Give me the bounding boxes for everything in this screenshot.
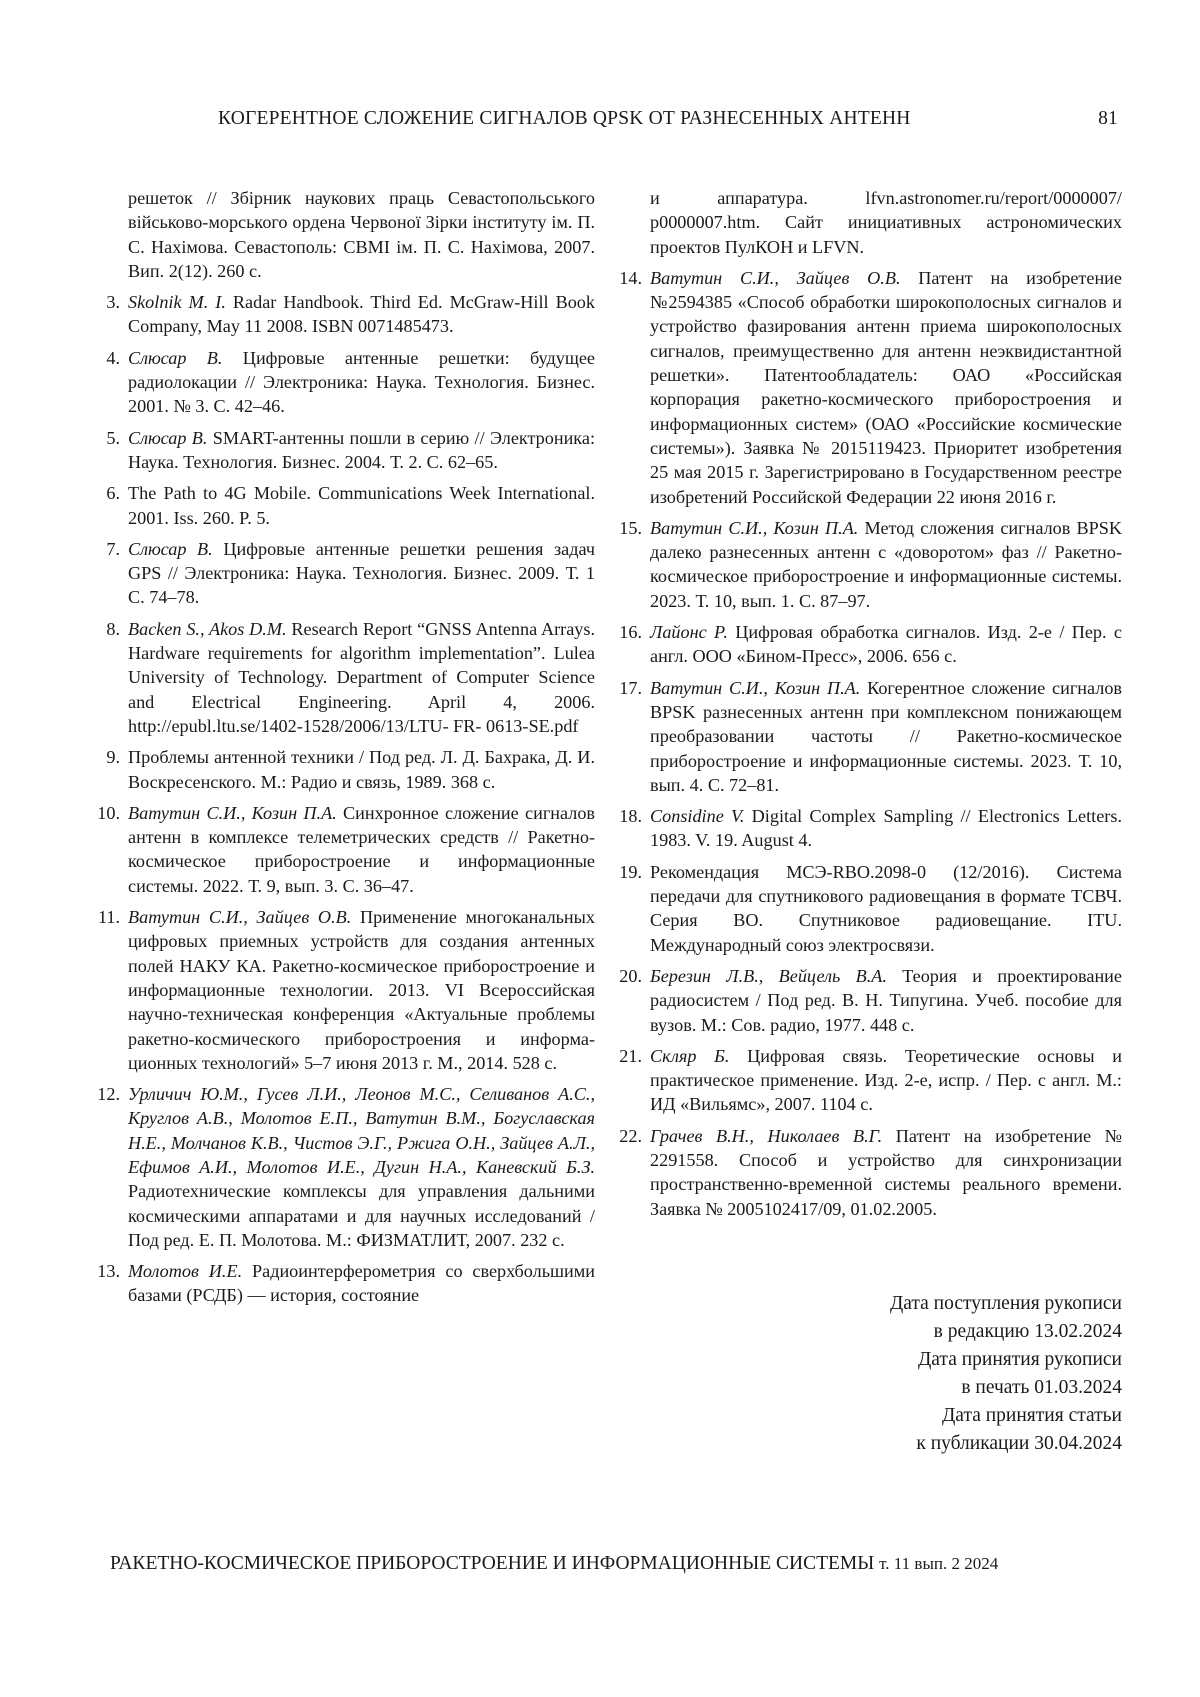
reference-authors: Skolnik M. I. (128, 292, 226, 313)
reference-text: Digital Complex Sampling // Electronics Letters. 1983. V. 19. August 4. (650, 806, 1122, 851)
page-number: 81 (1098, 108, 1118, 129)
reference-number: 15. (619, 517, 642, 538)
right-column (612, 186, 1122, 1228)
left-reference-list (90, 290, 595, 1308)
reference-text: Применение многоканальных цифровых приемных устройств для создания антенных полей НАКУ КА. Ракетно-космическое приборостроение и информационные технологии. 2013. VI Всероссийская научно-техническая конференция «Актуальные проблемы ракетно-космического приборостроения и информационных технологий» 5–7 июня 2013 г. М., 2014. 528 с. (128, 907, 595, 1073)
reference-item (90, 426, 595, 475)
reference-item (90, 346, 595, 419)
reference-text: Метод сложения сигналов BPSK далеко разнесенных антенн с «доворотом» фаз // Ракетно-космическое приборостроение и информационные системы. 2023. Т. 10, вып. 1. С. 87–97. (650, 517, 1122, 611)
reference-item (612, 266, 1122, 509)
date-accepted-value: в печать 01.03.2024 (961, 1377, 1122, 1398)
reference-item (612, 804, 1122, 853)
reference-text: Цифровые антенные решетки: будущее радиолокации // Электроника: Наука. Технология. Бизнес. 2001. № 3. С. 42–46. (128, 347, 596, 417)
reference-authors: Backen S., Akos D.M. (128, 618, 287, 639)
reference-authors: Слюсар В. (128, 427, 208, 448)
reference-item (612, 516, 1122, 613)
reference-continuation: решеток // Збірник наукових праць Севастопольського військово-морського ордена Червоної Зірки інституту ім. П. С. Нахімова. Севастополь: СВМІ ім. П. С. Нахімова, 2007. Вип. 2(12). 260 с. (128, 188, 595, 281)
reference-text: Radar Handbook. Third Ed. McGraw-Hill Book Company, May 11 2008. ISBN 0071485473. (128, 292, 595, 337)
reference-number: 11. (97, 907, 120, 928)
reference-item (90, 290, 595, 339)
journal-issue: т. 11 вып. 2 2024 (879, 1554, 999, 1573)
reference-continuation: и аппаратура. lfvn.astronomer.ru/report/0000007/ p0000007.htm. Сайт инициативных астрономических проектов ПулКОН и LFVN. (650, 188, 1122, 257)
reference-text: Цифровые антенные решетки решения задач GPS // Электроника: Наука. Технология. Бизнес. 2009. Т. 1 С. 74–78. (128, 538, 595, 608)
reference-item (612, 1124, 1122, 1221)
reference-authors: Скляр Б. (650, 1045, 730, 1066)
date-received-value: в редакцию 13.02.2024 (933, 1321, 1122, 1342)
reference-item (90, 1082, 595, 1252)
reference-text: Теория и проектирование радиосистем / Под ред. В. Н. Типугина. Учеб. пособие для вузов. М.: Сов. радио, 1977. 448 с. (650, 965, 1122, 1035)
reference-authors: Слюсар В. (128, 538, 213, 559)
date-published-label: Дата принятия статьи (942, 1405, 1122, 1426)
reference-text: Радиоинтерферометрия со сверхбольшими базами (РСДБ) — история, состояние (128, 1261, 595, 1306)
reference-authors: Молотов И.Е. (128, 1261, 243, 1282)
reference-number: 13. (97, 1261, 120, 1282)
right-reference-list (612, 266, 1122, 1221)
reference-item (612, 620, 1122, 669)
reference-number: 4. (106, 347, 120, 368)
reference-item (90, 905, 595, 1075)
reference-item (612, 860, 1122, 957)
date-received-label: Дата поступления рукописи (889, 1293, 1122, 1314)
date-published-value: к публикации 30.04.2024 (916, 1433, 1122, 1454)
reference-authors: Слюсар В. (128, 347, 223, 368)
reference-authors: Ватутин С.И., Козин П.А. (128, 802, 337, 823)
reference-text: Рекомендация МСЭ-RBO.2098-0 (12/2016). Система передачи для спутникового радиовещания в формате ТСВЧ. Серия ВО. Спутниковое радиовещание. ITU. Международный союз электросвязи. (650, 861, 1122, 955)
reference-number: 8. (106, 618, 120, 639)
reference-item (612, 964, 1122, 1037)
reference-text: Радиотехнические комплексы для управления дальними космическими аппаратами и для научных исследований / Под ред. Е. П. Молотова. М.: ФИЗМАТЛИТ, 2007. 232 с. (128, 1181, 595, 1250)
reference-authors: Ватутин С.И., Зайцев О.В. (650, 267, 901, 288)
reference-item (90, 1259, 595, 1308)
reference-text: Research Report “GNSS Antenna Arrays. Hardware requirements for algorithm implementation”. Lulea University of Technology. Department of Computer Science and Electrical Engineering. April 4, 2006. http://epubl.ltu.se/1402-1528/2006/13/LTU- FR- 0613-SE.pdf (128, 618, 595, 736)
reference-number: 18. (619, 806, 642, 827)
reference-text: Синхронное сложение сигналов антенн в комплексе телеметрических средств // Ракетно-космическое приборостроение и информационные системы. 2022. Т. 9, вып. 3. С. 36–47. (128, 802, 596, 896)
reference-text: SMART-антенны пошли в серию // Электроника: Наука. Технология. Бизнес. 2004. Т. 2. С. 62–65. (128, 427, 595, 472)
reference-text: Цифровая обработка сигналов. Изд. 2-е / Пер. с англ. ООО «Бином-Пресс», 2006. 656 с. (650, 622, 1122, 667)
reference-authors: Лайонс Р. (650, 622, 728, 643)
reference-authors: Березин Л.В., Вейцель В.А. (650, 965, 887, 986)
reference-number: 10. (97, 802, 120, 823)
reference-item (90, 537, 595, 610)
reference-number: 20. (619, 965, 642, 986)
reference-number: 21. (619, 1045, 642, 1066)
reference-item (612, 1044, 1122, 1117)
reference-text: Патент на изобретение №2594385 «Способ обработки широкополосных сигналов и устройство фазирования антенн приема широкополосных сигналов, преимущественно для антенн неэквидистантной решетки». Патентообладатель: ОАО «Российская корпорация ракетно-космического приборостроения и информационных систем» (ОАО «Российские космические системы»). Заявка № 2015119423. Приоритет изобретения 25 мая 2015 г. Зарегистрировано в Государственном реестре изобретений Российской Федерации 22 июня 2016 г. (650, 267, 1122, 507)
reference-number: 6. (106, 483, 120, 504)
reference-item (90, 745, 595, 794)
reference-authors: Ватутин С.И., Козин П.А. (650, 677, 861, 698)
reference-authors: Ватутин С.И., Козин П.А. (650, 517, 859, 538)
reference-authors: Грачев В.Н., Николаев В.Г. (650, 1125, 883, 1146)
reference-number: 5. (106, 427, 120, 448)
reference-number: 19. (619, 861, 642, 882)
reference-text: Когерентное сложение сигналов BPSK разнесенных антенн при комплексном понижающем преобразовании частоты // Ракетно-космическое приборостроение и информационные системы. 2023. Т. 10, вып. 4. С. 72–81. (650, 677, 1123, 795)
reference-authors: Ватутин С.И., Зайцев О.В. (128, 907, 352, 928)
reference-number: 7. (106, 538, 120, 559)
page-footer (110, 1553, 1120, 1575)
reference-text: Проблемы антенной техники / Под ред. Л. Д. Бахрака, Д. И. Воскресенского. М.: Радио и связь, 1989. 368 с. (128, 747, 595, 792)
reference-item (90, 481, 595, 530)
reference-number: 22. (619, 1125, 642, 1146)
reference-number: 9. (106, 747, 120, 768)
reference-item (90, 801, 595, 898)
reference-authors: Урличич Ю.М., Гусев Л.И., Леонов М.С., Селиванов А.С., Круглов А.В., Молотов Е.П., Ватутин В.М., Богуславская Н.Е., Молчанов К.В., Чистов Э.Г., Ржига О.Н., Зайцев А.Л., Ефимов А.И., Молотов И.Е., Дугин Н.А., Каневский Б.З. (128, 1084, 595, 1177)
reference-number: 12. (97, 1084, 120, 1105)
reference-item (612, 676, 1122, 797)
left-column (90, 186, 595, 1315)
reference-text: Цифровая связь. Теоретические основы и практическое применение. Изд. 2-е, испр. / Пер. с англ. М.: ИД «Вильямс», 2007. 1104 с. (650, 1045, 1122, 1115)
reference-number: 14. (619, 267, 642, 288)
reference-number: 17. (619, 677, 642, 698)
reference-number: 3. (106, 292, 120, 313)
manuscript-dates (612, 1290, 1122, 1458)
journal-name: РАКЕТНО-КОСМИЧЕСКОЕ ПРИБОРОСТРОЕНИЕ И ИНФОРМАЦИОННЫЕ СИСТЕМЫ (110, 1553, 875, 1574)
running-head-title: КОГЕРЕНТНОЕ СЛОЖЕНИЕ СИГНАЛОВ QPSK ОТ РАЗНЕСЕННЫХ АНТЕНН (218, 108, 911, 129)
reference-text: The Path to 4G Mobile. Communications Week International. 2001. Iss. 260. P. 5. (128, 483, 595, 528)
reference-authors: Considine V. (650, 806, 745, 827)
reference-number: 16. (619, 622, 642, 643)
date-accepted-label: Дата принятия рукописи (917, 1349, 1122, 1370)
reference-text: Патент на изобретение № 2291558. Способ и устройство для синхронизации пространственно-временной системы реального времени. Заявка № 2005102417/09, 01.02.2005. (650, 1125, 1122, 1219)
reference-item (90, 617, 595, 738)
